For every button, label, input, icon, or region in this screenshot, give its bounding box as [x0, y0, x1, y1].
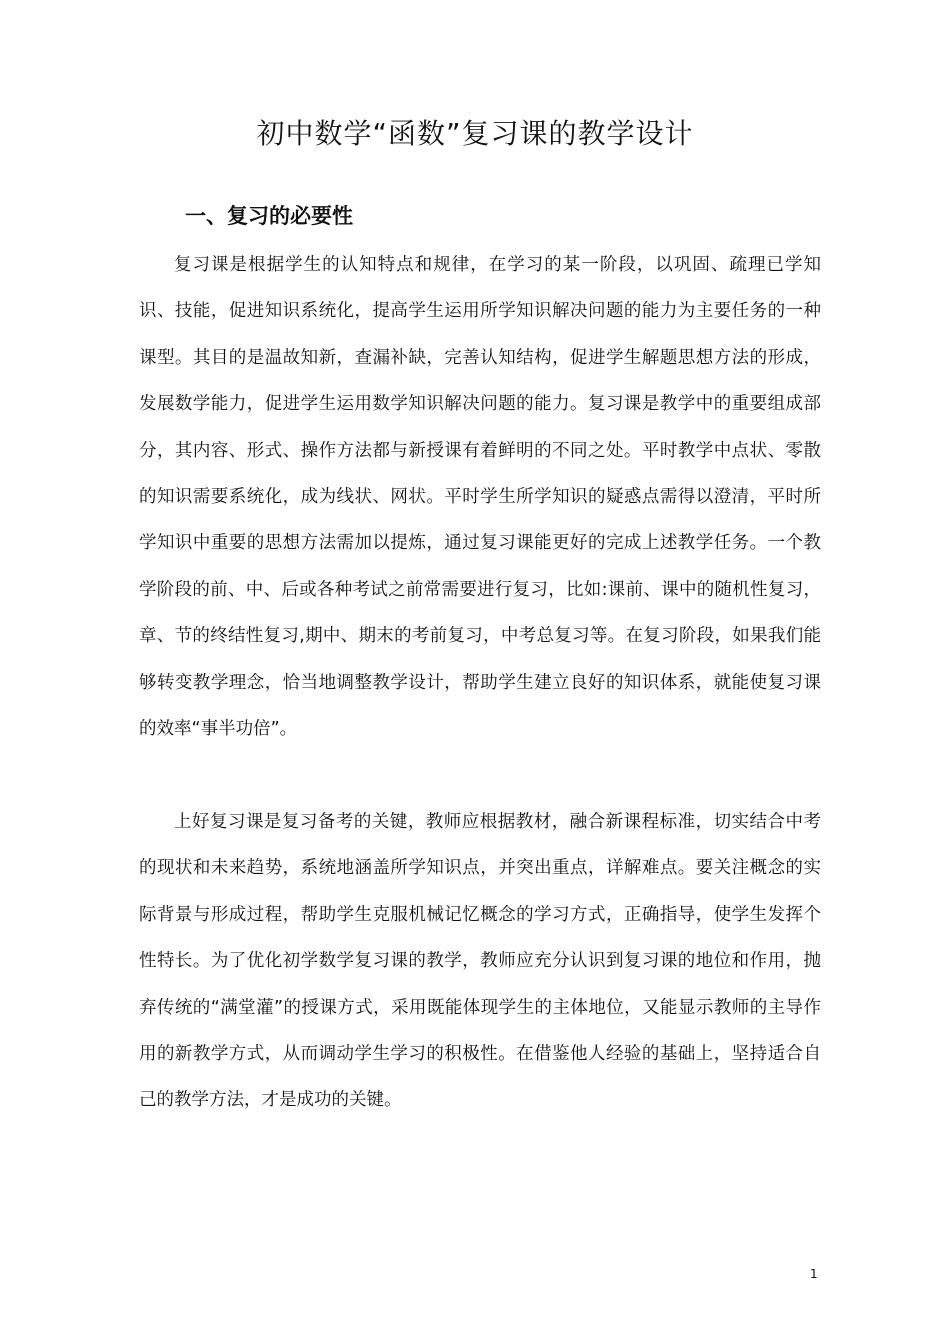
- document-title: 初中数学“函数”复习课的教学设计: [256, 117, 694, 150]
- page-number: 1: [810, 1267, 818, 1281]
- body-paragraph-1: 复习课是根据学生的认知特点和规律，在学习的某一阶段，以巩固、疏理已学知识、技能，促进知识系统化，提高学生运用所学知识解决问题的能力为主要任务的一种课型。其目的是温故知新，查漏补缺，完善认知结构，促进学生解题思想方法的形成，发展数学能力，促进学生运用数学知识解决问题的能力。复习课是教学中的重要组成部分，其内容、形式、操作方法都与新授课有着鲜明的不同之处。平时教学中点状、零散的知识需要系统化，成为线状、网状。平时学生所学知识的疑惑点需得以澄清，平时所学知识中重要的思想方法需加以提炼，通过复习课能更好的完成上述教学任务。一个教学阶段的前、中、后或各种考试之前常需要进行复习，比如:课前、课中的随机性复习，章、节的终结性复习,期中、期末的考前复习，中考总复习等。在复习阶段，如果我们能够转变教学理念，恰当地调整教学设计，帮助学生建立良好的知识体系，就能使复习课的效率“事半功倍”。: [139, 255, 821, 740]
- body-paragraph-2: 上好复习课是复习备考的关键，教师应根据教材，融合新课程标准，切实结合中考的现状和未来趋势，系统地涵盖所学知识点，并突出重点，详解难点。要关注概念的实际背景与形成过程，帮助学生克服机械记忆概念的学习方式，正确指导，使学生发挥个性特长。为了优化初学数学复习课的教学，教师应充分认识到复习课的地位和作用，抛弃传统的“满堂灌”的授课方式，采用既能体现学生的主体地位，又能显示教师的主导作用的新教学方式，从而调动学生学习的积极性。在借鉴他人经验的基础上，坚持适合自己的教学方法，才是成功的关键。: [139, 812, 821, 1111]
- section-heading: 一、复习的必要性: [185, 204, 353, 228]
